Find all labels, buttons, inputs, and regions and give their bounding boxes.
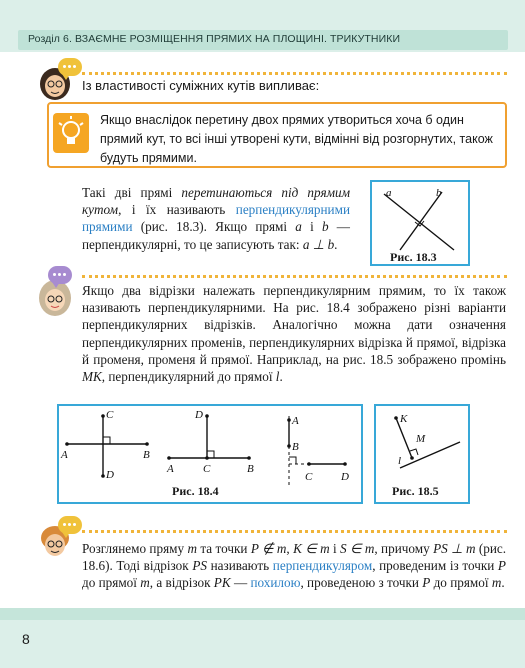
text-run: до прямої bbox=[430, 575, 492, 591]
emphasis-text: перетинаються під прямим кутом bbox=[82, 185, 350, 218]
paragraph-perpendicular-lines bbox=[82, 184, 350, 253]
text-run: до прямої bbox=[82, 575, 141, 591]
chapter-title: Розділ 6. ВЗАЄМНЕ РОЗМІЩЕННЯ ПРЯМИХ НА ПЛОЩИНІ. ТРИКУТНИКИ bbox=[28, 33, 401, 45]
text-run: , проведеною з точки bbox=[300, 575, 423, 591]
dotted-divider bbox=[82, 530, 507, 533]
text-run: , перпендикулярний до прямої bbox=[101, 369, 276, 385]
math-var: m bbox=[491, 575, 502, 591]
math-var: m bbox=[187, 541, 197, 556]
dotted-divider bbox=[82, 72, 507, 75]
rule-text: Якщо внаслідок перетину двох прямих утвориться хоча б один прямий кут, то всі інші утворені кути, відмінні від розгорнутих, також будуть прямими. bbox=[100, 113, 493, 165]
label-B: B bbox=[247, 463, 254, 475]
text-run: (рис. 18.3). Якщо прямі bbox=[132, 219, 296, 235]
caption-18-3: Рис. 18.3 bbox=[390, 250, 437, 264]
label-D: D bbox=[106, 469, 114, 481]
term-oblique: похилою bbox=[250, 575, 301, 591]
math-var: a bbox=[295, 219, 302, 235]
label-A: A bbox=[167, 463, 174, 475]
caption-18-4: Рис. 18.4 bbox=[172, 484, 219, 498]
label-B: B bbox=[292, 441, 299, 453]
math-formula: K ∈ m bbox=[293, 541, 330, 556]
label-A: A bbox=[61, 449, 68, 461]
paragraph-perpendicular-segments bbox=[82, 282, 506, 385]
paragraph-perpendicular-and-oblique bbox=[82, 540, 506, 592]
label-M: M bbox=[416, 433, 426, 445]
text-run: . bbox=[501, 575, 505, 591]
text-run: і bbox=[301, 219, 322, 235]
math-var: l bbox=[275, 369, 280, 385]
math-var: PK bbox=[213, 575, 231, 591]
math-formula: P ∉ m bbox=[250, 541, 287, 556]
label-B: B bbox=[143, 449, 150, 461]
text-run: . bbox=[334, 236, 338, 252]
math-var: b bbox=[321, 219, 329, 235]
lightbulb-icon bbox=[53, 113, 89, 153]
text-run: , і їх називають bbox=[118, 202, 236, 218]
text-run: Розглянемо пряму bbox=[82, 541, 188, 556]
label-D: D bbox=[341, 471, 349, 483]
text-run: , а відрізок bbox=[149, 575, 214, 591]
text-run: і bbox=[329, 541, 341, 556]
math-formula: a ⊥ b bbox=[302, 236, 335, 252]
text-run: — bbox=[230, 575, 251, 591]
term-perpendicular-lines: перпендикулярними прямими bbox=[82, 202, 350, 235]
label-a: a bbox=[386, 187, 392, 199]
speech-bubble-icon bbox=[48, 266, 72, 284]
caption-18-5: Рис. 18.5 bbox=[392, 484, 439, 498]
math-var: P bbox=[422, 575, 431, 591]
label-K: K bbox=[400, 413, 408, 425]
label-C: C bbox=[106, 409, 114, 421]
intro-text: Із властивості суміжних кутів випливає: bbox=[82, 78, 320, 93]
text-run: , bbox=[286, 541, 294, 556]
label-A: A bbox=[292, 415, 299, 427]
speech-bubble-icon bbox=[58, 516, 82, 534]
footer-band bbox=[0, 620, 525, 668]
text-run: (рис. 18.6). Тоді відрізок bbox=[82, 541, 507, 574]
text-run: . bbox=[279, 369, 283, 385]
label-D: D bbox=[195, 409, 203, 421]
math-var: MK bbox=[82, 369, 102, 385]
term-perpendicular: перпендикуляром bbox=[272, 558, 373, 574]
text-run: та точки bbox=[196, 541, 251, 556]
math-var: m bbox=[140, 575, 150, 591]
text-run: Якщо два відрізки належать перпендикулярним прямим, то їх також називають перпендикулярними. На рис. 18.4 зображено різні варіанти перпендикулярних відрізків. Аналогічно можна дати означення перпендикулярних променів, перпендикулярних відрізка й прямої, відрізка й променя, променя й прямої. Наприклад, на рис. 18.5 зображено промінь bbox=[82, 283, 506, 367]
math-formula: PS ⊥ m bbox=[433, 541, 476, 556]
text-run: Такі дві прямі bbox=[82, 185, 182, 200]
math-var: PS bbox=[192, 558, 207, 574]
label-C: C bbox=[203, 463, 211, 475]
label-l: l bbox=[398, 455, 402, 467]
label-C: C bbox=[305, 471, 313, 483]
math-formula: S ∈ m bbox=[340, 541, 375, 556]
text-run: , причому bbox=[374, 541, 434, 556]
footer-stripe bbox=[0, 608, 525, 620]
text-run: називають bbox=[206, 558, 273, 574]
page-number: 8 bbox=[22, 631, 30, 647]
speech-bubble-icon bbox=[58, 58, 82, 76]
dotted-divider bbox=[82, 275, 507, 278]
label-b: b bbox=[436, 187, 442, 199]
math-var: P bbox=[497, 558, 506, 574]
text-run: — перпендикулярні, то це записують так: bbox=[82, 219, 350, 252]
text-run: , проведеним із точки bbox=[372, 558, 498, 574]
